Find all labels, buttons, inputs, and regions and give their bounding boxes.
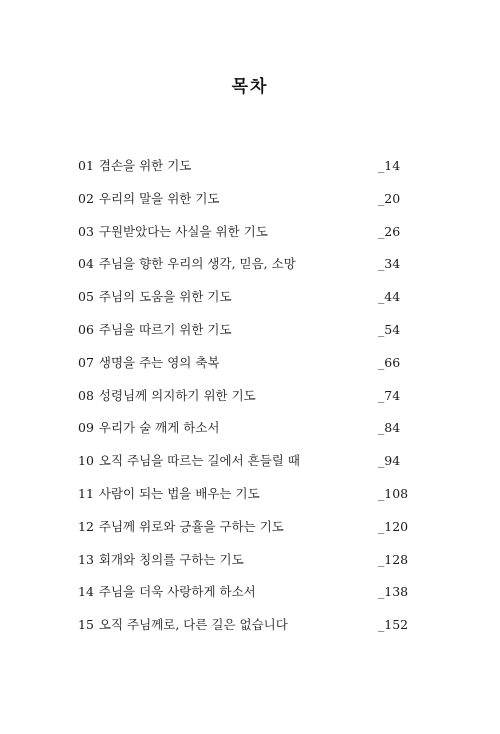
- toc-title: 주님을 향한 우리의 생각, 믿음, 소망: [98, 256, 296, 272]
- toc-entry: [78, 156, 191, 176]
- toc-title: 오직 주님을 따르는 길에서 흔들릴 때: [98, 453, 300, 469]
- toc-page-number: _138: [378, 584, 409, 600]
- toc-entry: [78, 517, 284, 537]
- toc-title: 주님을 따르기 위한 기도: [98, 321, 232, 337]
- toc-entry: [78, 189, 220, 209]
- toc-title: 사람이 되는 법을 배우는 기도: [98, 485, 260, 501]
- toc-number: 08: [78, 387, 94, 403]
- toc-row: [78, 418, 408, 451]
- toc-row: [78, 156, 408, 189]
- toc-entry: [78, 615, 288, 635]
- toc-number: 03: [78, 223, 94, 239]
- toc-number: 15: [78, 617, 94, 633]
- toc-title: 회개와 칭의를 구하는 기도: [98, 551, 244, 567]
- toc-entry: [78, 353, 220, 373]
- toc-number: 13: [78, 551, 94, 567]
- table-of-contents: [78, 156, 408, 648]
- toc-number: 10: [78, 453, 94, 469]
- toc-page-number: _34: [378, 256, 401, 272]
- toc-row: [78, 517, 408, 550]
- toc-number: 14: [78, 584, 94, 600]
- toc-number: 11: [78, 485, 94, 501]
- toc-page-number: _20: [378, 190, 401, 206]
- toc-row: [78, 189, 408, 222]
- toc-number: 12: [78, 518, 94, 534]
- toc-title: 우리가 술 깨게 하소서: [98, 420, 220, 436]
- toc-page-number: _152: [378, 617, 409, 633]
- toc-page-number: _94: [378, 453, 401, 469]
- toc-row: [78, 615, 408, 648]
- toc-number: 01: [78, 158, 94, 173]
- toc-entry: [78, 320, 232, 340]
- toc-page-number: _54: [378, 321, 401, 337]
- page-title: 목차: [231, 77, 269, 97]
- toc-page-number: _128: [378, 551, 409, 567]
- toc-page-number: _120: [378, 518, 409, 534]
- toc-row: [78, 582, 408, 615]
- toc-page-number: _44: [378, 289, 401, 305]
- toc-entry: [78, 254, 296, 274]
- toc-title: 우리의 말을 위한 기도: [98, 190, 220, 206]
- toc-title: 성령님께 의지하기 위한 기도: [98, 387, 256, 403]
- toc-number: 09: [78, 420, 94, 436]
- toc-row: [78, 353, 408, 386]
- toc-title: 주님을 더욱 사랑하게 하소서: [98, 584, 256, 600]
- toc-number: 02: [78, 190, 94, 206]
- toc-page-number: _14: [378, 158, 401, 173]
- toc-row: [78, 320, 408, 353]
- toc-row: [78, 222, 408, 255]
- toc-page-number: _66: [378, 354, 401, 370]
- toc-row: [78, 386, 408, 419]
- toc-entry: [78, 550, 244, 570]
- toc-number: 06: [78, 321, 94, 337]
- toc-title: 오직 주님께로, 다른 길은 없습니다: [98, 617, 288, 633]
- toc-page-number: _74: [378, 387, 401, 403]
- toc-entry: [78, 386, 256, 406]
- toc-title: 주님의 도움을 위한 기도: [98, 289, 232, 305]
- toc-row: [78, 451, 408, 484]
- toc-title: 주님께 위로와 긍휼을 구하는 기도: [98, 518, 284, 534]
- toc-page-number: _84: [378, 420, 401, 436]
- toc-entry: [78, 484, 260, 504]
- toc-title: 구원받았다는 사실을 위한 기도: [98, 223, 268, 239]
- toc-row: [78, 484, 408, 517]
- toc-entry: [78, 287, 232, 307]
- toc-row: [78, 287, 408, 320]
- toc-entry: [78, 418, 220, 438]
- toc-row: [78, 550, 408, 583]
- toc-number: 05: [78, 289, 94, 305]
- toc-page-number: _26: [378, 223, 401, 239]
- toc-entry: [78, 222, 268, 242]
- toc-row: [78, 254, 408, 287]
- toc-number: 07: [78, 354, 94, 370]
- toc-number: 04: [78, 256, 94, 272]
- toc-entry: [78, 582, 256, 602]
- toc-page-number: _108: [378, 485, 409, 501]
- toc-entry: [78, 451, 300, 471]
- toc-title: 겸손을 위한 기도: [98, 158, 192, 173]
- toc-title: 생명을 주는 영의 축복: [98, 354, 220, 370]
